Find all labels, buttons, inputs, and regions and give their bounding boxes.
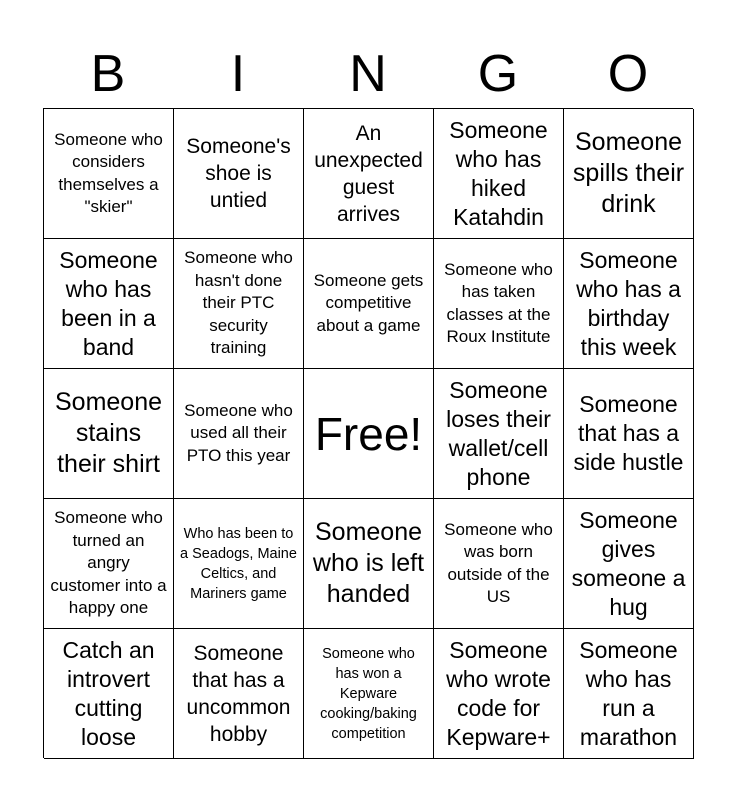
header-letter-i: I xyxy=(230,45,246,103)
header-letter-o: O xyxy=(607,45,649,103)
bingo-cell[interactable] xyxy=(174,109,304,239)
bingo-cell[interactable] xyxy=(304,499,434,629)
bingo-cell[interactable] xyxy=(44,499,174,629)
bingo-cell[interactable] xyxy=(564,369,694,499)
bingo-cell[interactable] xyxy=(44,629,174,759)
bingo-cell[interactable] xyxy=(564,629,694,759)
bingo-cell[interactable] xyxy=(174,499,304,629)
cell-text: Someone who used all their PTO this year xyxy=(184,400,293,465)
cell-text: Someone who has a birthday this week xyxy=(576,246,681,360)
cell-text: Someone that has a uncommon hobby xyxy=(186,641,291,746)
bingo-cell[interactable] xyxy=(304,109,434,239)
cell-text: Who has been to a Seadogs, Maine Celtics, and Mariners game xyxy=(180,525,297,602)
bingo-cell[interactable] xyxy=(564,499,694,629)
header-letter-n: N xyxy=(349,45,387,103)
bingo-cell[interactable] xyxy=(44,369,174,499)
bingo-cell[interactable] xyxy=(44,239,174,369)
bingo-board xyxy=(43,108,693,758)
header-letter-g: G xyxy=(477,45,519,103)
cell-text: Someone who wrote code for Kepware+ xyxy=(446,636,551,750)
bingo-cell[interactable] xyxy=(564,109,694,239)
bingo-cell[interactable] xyxy=(434,239,564,369)
bingo-cell[interactable] xyxy=(174,239,304,369)
cell-text: Someone who is left handed xyxy=(312,518,425,608)
cell-text: Someone gets competitive about a game xyxy=(313,270,424,335)
cell-text: Someone who turned an angry customer into a happy one xyxy=(50,508,167,618)
bingo-cell[interactable] xyxy=(174,369,304,499)
bingo-cell[interactable] xyxy=(174,629,304,759)
cell-text: Someone spills their drink xyxy=(572,128,685,218)
cell-text: Catch an introvert cutting loose xyxy=(62,636,155,750)
cell-text: Someone who has been in a band xyxy=(59,246,158,360)
cell-text: Someone loses their wallet/cell phone xyxy=(446,376,551,490)
bingo-cell[interactable] xyxy=(434,629,564,759)
free-space[interactable] xyxy=(304,369,434,499)
header-letter-b: B xyxy=(90,45,126,103)
cell-text: Someone's shoe is untied xyxy=(186,135,291,212)
bingo-cell[interactable] xyxy=(44,109,174,239)
cell-text: Someone who considers themselves a "skier" xyxy=(54,129,163,216)
free-space-text: Free! xyxy=(314,407,423,460)
cell-text: Someone gives someone a hug xyxy=(571,506,686,620)
cell-text: Someone who hasn't done their PTC security training xyxy=(184,248,293,358)
cell-text: Someone who has run a marathon xyxy=(579,636,678,750)
cell-text: Someone who has hiked Katahdin xyxy=(449,116,548,230)
cell-text: Someone stains their shirt xyxy=(54,388,163,478)
cell-text: Someone who has taken classes at the Roux Institute xyxy=(444,259,553,346)
bingo-header xyxy=(43,40,693,108)
bingo-cell[interactable] xyxy=(304,239,434,369)
cell-text: Someone who has won a Kepware cooking/baking competition xyxy=(320,645,417,742)
bingo-cell[interactable] xyxy=(434,369,564,499)
bingo-cell[interactable] xyxy=(304,629,434,759)
cell-text: Someone who was born outside of the US xyxy=(444,519,553,606)
cell-text: An unexpected guest arrives xyxy=(314,121,423,226)
bingo-cell[interactable] xyxy=(434,499,564,629)
cell-text: Someone that has a side hustle xyxy=(573,391,684,475)
bingo-cell[interactable] xyxy=(564,239,694,369)
bingo-cell[interactable] xyxy=(434,109,564,239)
